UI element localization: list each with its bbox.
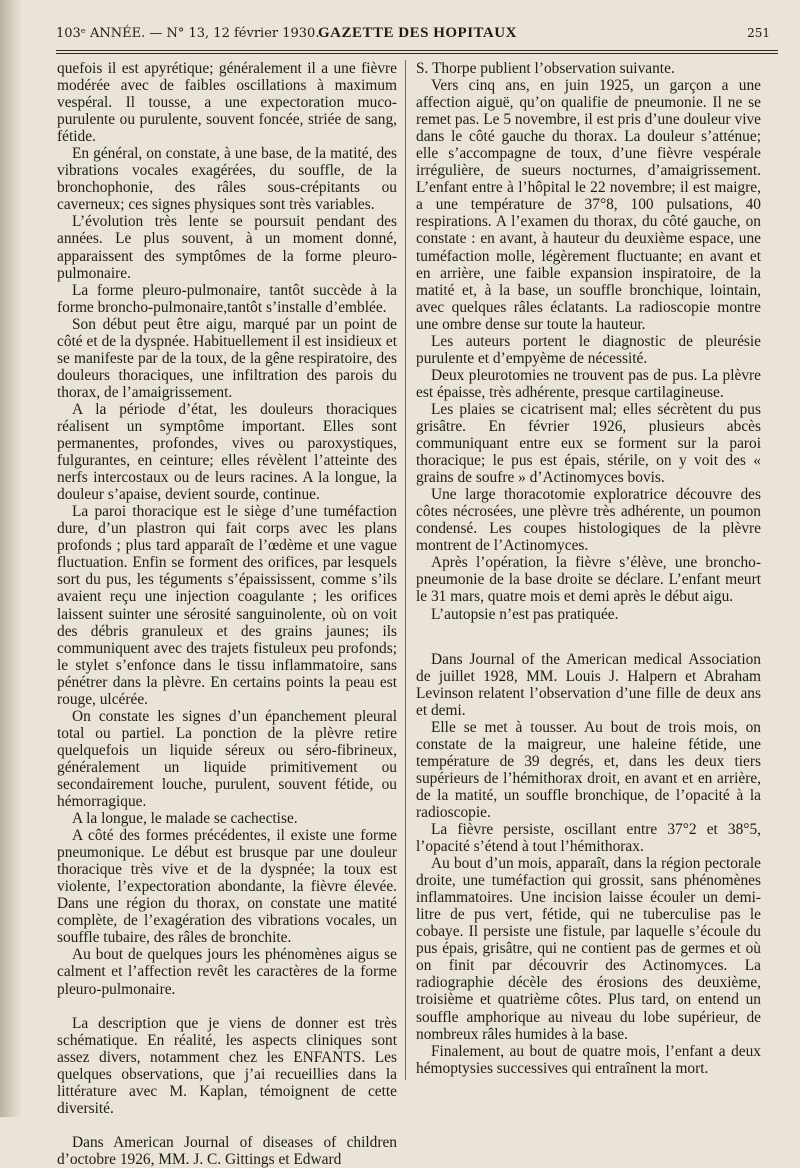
paragraph: En général, on constate, à une base, de la matité, des vibrations vocales exagérées, du souffle, de la bronchophonie, des râles sous-crépitants ou caverneux; ces signes physiques sont très variables. [57,145,397,214]
paragraph: Les plaies se cicatrisent mal; elles sécrètent du pus grisâtre. En février 1926, plusieurs abcès communiquant entre eux se forment sur la paroi thoracique; le pus est épais, stérile, on y voit des « grains de soufre » d’Actinomyces bovis. [416,400,761,487]
paragraph: A côté des formes précédentes, il existe une forme pneumonique. Le début est brusque par une douleur thoracique très vive et de la dyspnée; la toux est violente, l’expectoration abondante, la fièvre élevée. Dans une région du thorax, on constate une matité complète, de l’exagération des vibrations vocales, un souffle tubaire, des râles de bronchite. [57,827,397,947]
paragraph: Dans Journal of the American medical Association de juillet 1928, MM. Louis J. Halpern et Abraham Levinson relatent l’observation d’une fille de deux ans et demi. [416,650,761,719]
paragraph: Elle se met à tousser. Au bout de trois mois, on constate de la maigreur, une haleine fétide, une température de 39 degrés, et, dans les deux tiers supérieurs de l’hémithorax droit, en avant et en arrière, de la matité, un souffle bronchique, de l’opacité à la radioscopie. [416,718,761,821]
paragraph: A la période d’état, les douleurs thoraciques réalisent un symptôme important. Elles sont permanentes, profondes, vives ou paroxystiques, fulgurantes, en ceinture; elles révèlent l’atteinte des nerfs intercostaux ou de leurs racines. A la longue, la douleur s’apaise, devient sourde, continue. [57,400,397,504]
paragraph: La fièvre persiste, oscillant entre 37°2 et 38°5, l’opacité s’étend à tout l’hémithorax. [416,821,761,856]
page-binding-edge [0,0,22,1117]
left-column [57,60,397,1168]
page-header [56,22,778,44]
column-divider [405,60,406,1080]
paragraph: L’évolution très lente se poursuit pendant des années. Le plus souvent, à un moment donné, apparaissent des symptômes de la forme pleuro-pulmonaire. [57,213,397,282]
paragraph: Après l’opération, la fièvre s’élève, une broncho-pneumonie de la base droite se déclare. L’enfant meurt le 31 mars, quatre mois et demi après le début aigu. [416,554,761,606]
page-number: 251 [747,26,770,40]
paragraph: Dans American Journal of diseases of children d’octobre 1926, MM. J. C. Gittings et Edward [57,1133,397,1168]
issue-info: 103ᵉ ANNÉE. — N° 13, 12 février 1930. [56,25,320,41]
journal-title: GAZETTE DES HOPITAUX [318,24,517,41]
paragraph: S. Thorpe publient l’observation suivante. [416,60,675,77]
paragraph: La forme pleuro-pulmonaire, tantôt succède à la forme broncho-pulmonaire,tantôt s’installe d’emblée. [57,281,397,316]
right-column [416,60,761,1077]
paragraph: Au bout d’un mois, apparaît, dans la région pectorale droite, une tuméfaction qui grossit, sans phénomènes inflammatoires. Une incision laisse écouler un demi-litre de pus vert, fétide, qui ne tuberculise pas le cobaye. Il persiste une fistule, par laquelle s’écoule du pus épais, grisâtre, qui ne contient pas de germes et où on finit par découvrir des Actinomyces. La radiographie décèle des érosions des deuxième, troisième et quatrième côtes. Plus tard, on entend un souffle amphorique au niveau du lobe supérieur, de nombreux râles humides à la base. [416,855,761,1043]
paragraph: Finalement, au bout de quatre mois, l’enfant a deux hémoptysies successives qui entraînent la mort. [416,1042,761,1077]
paragraph: La description que je viens de donner est très schématique. En réalité, les aspects cliniques sont assez divers, notamment chez les ENFANTS. Les quelques observations, que j’ai recueillies dans la littérature avec M. Kaplan, témoignent de cette diversité. [57,1014,397,1117]
paragraph: quefois il est apyrétique; généralement il a une fièvre modérée avec de faibles oscillations à maximum vespéral. Il tousse, a une expectoration muco-purulente ou purulente, souvent foncée, striée de sang, fétide. [57,60,397,146]
paragraph: L’autopsie n’est pas pratiquée. [431,605,619,623]
paragraph: Une large thoracotomie exploratrice découvre des côtes nécrosées, une plèvre très adhérente, un poumon condensé. Les coupes histologiques de la plèvre montrent de l’Actinomyces. [416,486,761,555]
header-rule [56,50,778,54]
paragraph: Deux pleurotomies ne trouvent pas de pus. La plèvre est épaisse, très adhérente, presque cartilagineuse. [416,366,761,401]
paragraph: Vers cinq ans, en juin 1925, un garçon a une affection aiguë, qu’on qualifie de pneumonie. Il ne se remet pas. Le 5 novembre, il est pris d’une douleur vive dans le côté gauche du thorax. La douleur s’atténue; elle s’accompagne de toux, d’une fièvre vespérale irrégulière, de sueurs nocturnes, d’amaigrissement. L’enfant entre à l’hôpital le 22 novembre; il est maigre, a une température de 37°8, 100 pulsations, 40 respirations. A l’examen du thorax, du côté gauche, on constate : en avant, à hauteur du deuxième espace, une tuméfaction molle, légèrement fluctuante; en avant et en arrière, une faible expansion inspiratoire, de la matité et, à la base, un souffle bronchique, lointain, avec quelques râles éclatants. La radioscopie montre une ombre dense sur toute la hauteur. [416,77,761,333]
paragraph: Au bout de quelques jours les phénomènes aigus se calment et l’affection revêt les caractères de la forme pleuro-pulmonaire. [57,946,397,998]
paragraph: La paroi thoracique est le siège d’une tuméfaction dure, d’un plastron qui fait corps avec les plans profonds ; plus tard apparaît de l’œdème et une vague fluctuation. Enfin se forment des orifices, par lesquels sort du pus, les téguments s’épaississent, comme s’ils avaient reçu une injection coagulante ; les orifices laissent suinter une sérosité sanguinolente, où on voit des débris granuleux et des grains jaunes; ils communiquent avec des trajets fistuleux peu profonds; le stylet s’enfonce dans le tissu inflammatoire, sans pénétrer dans la plèvre. En certains points la peau est rouge, ulcérée. [57,503,397,708]
paragraph: A la longue, le malade se cachectise. [72,810,298,828]
paragraph: Son début peut être aigu, marqué par un point de côté et de la dyspnée. Habituellement il est insidieux et se manifeste par de la toux, de la gêne respiratoire, des douleurs thoraciques, une infiltration des parois du thorax, de l’amaigrissement. [57,315,397,401]
paragraph: On constate les signes d’un épanchement pleural total ou partiel. La ponction de la plèvre retire quelquefois un liquide séreux ou séro-fibrineux, généralement un liquide primitivement ou secondairement louche, purulent, souvent fétide, ou hémorragique. [57,707,397,811]
paragraph: Les auteurs portent le diagnostic de pleurésie purulente et d’empyème de nécessité. [416,332,761,367]
